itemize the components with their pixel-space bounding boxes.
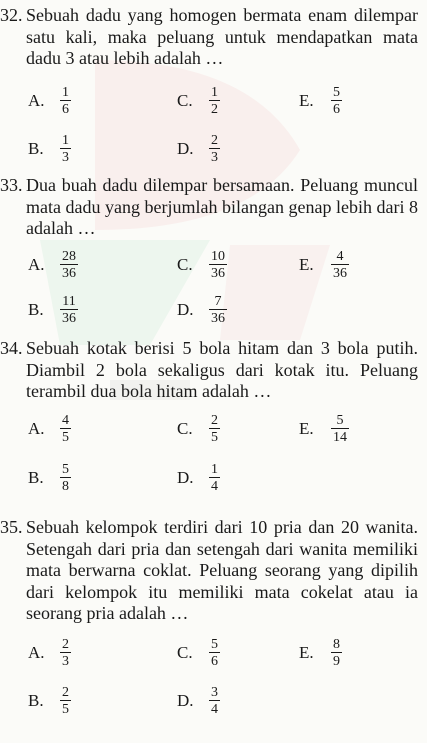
question-text: Sebuah kelompok terdiri dari 10 pria dan 20 wanita. Setengah dari pria dan setengah dari wanita memiliki mata berwarna coklat. Peluang seorang yang dipilih dari kelompok itu memiliki mata cokelat atau ia seorang pria adalah … — [26, 517, 418, 623]
fraction: $\frac{8}{9}$ — [333, 637, 340, 669]
fraction: $\frac{4}{5}$ — [62, 413, 69, 445]
fraction: $\frac{1}{6}$ — [62, 85, 69, 117]
option-e[interactable]: E. $\frac{8}{9}$ — [299, 637, 340, 669]
question-text: Sebuah dadu yang homogen bermata enam dilempar satu kali, maka peluang untuk mendapatkan mata dadu 3 atau lebih adalah … — [26, 5, 418, 68]
option-e[interactable]: E. $\frac{5}{6}$ — [299, 85, 340, 117]
option-d[interactable]: D. $\frac{1}{4}$ — [177, 462, 218, 494]
option-c[interactable]: C. $\frac{5}{6}$ — [177, 637, 218, 669]
option-a[interactable]: A. $\frac{1}{6}$ — [28, 85, 69, 117]
fraction: $\frac{7}{36}$ — [211, 294, 225, 326]
fraction: $\frac{5}{6}$ — [211, 637, 218, 669]
fraction: $\frac{1}{2}$ — [211, 85, 218, 117]
option-c[interactable]: C. $\frac{2}{5}$ — [177, 413, 218, 445]
option-b[interactable]: B. $\frac{5}{8}$ — [28, 462, 69, 494]
option-a[interactable]: A. $\frac{28}{36}$ — [28, 249, 76, 281]
option-d[interactable]: D. $\frac{2}{3}$ — [177, 133, 218, 165]
fraction: $\frac{1}{4}$ — [211, 462, 218, 494]
question-number: 34. — [0, 338, 23, 358]
question-text: Dua buah dadu dilempar bersamaan. Peluang muncul mata dadu yang berjumlah bilangan genap lebih dari 8 adalah … — [26, 175, 418, 238]
option-d[interactable]: D. $\frac{3}{4}$ — [177, 685, 218, 717]
option-e[interactable]: E. $\frac{5}{14}$ — [299, 413, 347, 445]
question-number: 33. — [0, 175, 23, 195]
option-a[interactable]: A. $\frac{4}{5}$ — [28, 413, 69, 445]
fraction: $\frac{3}{4}$ — [211, 685, 218, 717]
option-c[interactable]: C. $\frac{10}{36}$ — [177, 249, 225, 281]
option-b[interactable]: B. $\frac{2}{5}$ — [28, 685, 69, 717]
question-text: Sebuah kotak berisi 5 bola hitam dan 3 bola putih. Diambil 2 bola sekaligus dari kotak itu. Peluang terambil dua bola hitam adalah … — [26, 338, 418, 401]
option-b[interactable]: B. $\frac{1}{3}$ — [28, 133, 69, 165]
fraction: $\frac{5}{8}$ — [62, 462, 69, 494]
fraction: $\frac{4}{36}$ — [333, 249, 347, 281]
option-a[interactable]: A. $\frac{2}{3}$ — [28, 637, 69, 669]
fraction: $\frac{1}{3}$ — [62, 133, 69, 165]
fraction: $\frac{5}{14}$ — [333, 413, 347, 445]
question-number: 32. — [0, 5, 23, 25]
fraction: $\frac{2}{3}$ — [62, 637, 69, 669]
fraction: $\frac{2}{3}$ — [211, 133, 218, 165]
fraction: $\frac{2}{5}$ — [62, 685, 69, 717]
fraction: $\frac{2}{5}$ — [211, 413, 218, 445]
option-c[interactable]: C. $\frac{1}{2}$ — [177, 85, 218, 117]
option-e[interactable]: E. $\frac{4}{36}$ — [299, 249, 347, 281]
question-number: 35. — [0, 517, 23, 537]
fraction: $\frac{11}{36}$ — [62, 294, 76, 326]
option-d[interactable]: D. $\frac{7}{36}$ — [177, 294, 225, 326]
option-b[interactable]: B. $\frac{11}{36}$ — [28, 294, 76, 326]
fraction: $\frac{5}{6}$ — [333, 85, 340, 117]
fraction: $\frac{28}{36}$ — [62, 249, 76, 281]
fraction: $\frac{10}{36}$ — [211, 249, 225, 281]
